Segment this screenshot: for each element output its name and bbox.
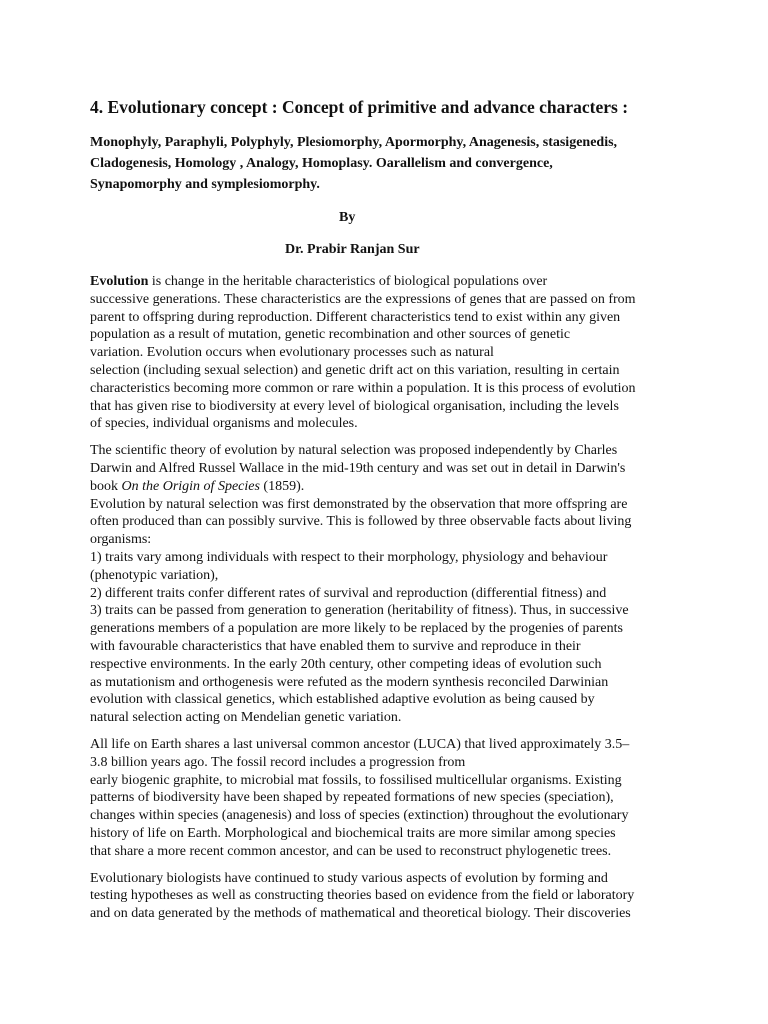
paragraph-line: All life on Earth shares a last universal common ancestor (LUCA) that lived approximately 3.5– — [90, 736, 630, 752]
paragraph-line: and on data generated by the methods of mathematical and theoretical biology. Their discoveries — [90, 906, 631, 922]
subtitle-line: Cladogenesis, Homology , Analogy, Homoplasy. Oarallelism and convergence, — [90, 156, 553, 171]
document-title: 4. Evolutionary concept : Concept of primitive and advance characters : — [90, 97, 629, 117]
line-text: (1859). — [259, 478, 305, 494]
document-page — [90, 96, 680, 932]
paragraph-line: natural selection acting on Mendelian genetic variation. — [90, 710, 402, 726]
paragraph-line: history of life on Earth. Morphological and biochemical traits are more similar among species — [90, 825, 616, 841]
paragraph-line: that has given rise to biodiversity at every level of biological organisation, including the levels — [90, 398, 619, 414]
subtitle-line: Synapomorphy and symplesiomorphy. — [90, 177, 320, 192]
paragraph-line: early biogenic graphite, to microbial mat fossils, to fossilised multicellular organisms. Existing — [90, 772, 622, 788]
book-title: On the Origin of Species — [121, 478, 260, 494]
paragraph-line: successive generations. These characteristics are the expressions of genes that are passed on from — [90, 291, 636, 307]
paragraph-line: changes within species (anagenesis) and loss of species (extinction) throughout the evolutionary — [90, 808, 629, 824]
paragraph-line: with favourable characteristics that have enabled them to survive and reproduce in their — [90, 638, 581, 654]
paragraph-line: Darwin and Alfred Russel Wallace in the mid-19th century and was set out in detail in Darwin's — [90, 460, 626, 476]
paragraph-line: (phenotypic variation), — [90, 567, 219, 583]
paragraph-line: population as a result of mutation, genetic recombination and other sources of genetic — [90, 327, 571, 343]
document-subtitle — [90, 132, 680, 195]
paragraph-line: variation. Evolution occurs when evolutionary processes such as natural — [90, 345, 494, 361]
paragraph-evolutionary-biologists — [90, 870, 680, 923]
paragraph-line: testing hypotheses as well as constructing theories based on evidence from the field or laboratory — [90, 888, 635, 904]
paragraph-line: Evolutionary biologists have continued to study various aspects of evolution by forming and — [90, 870, 608, 886]
paragraph-line: 1) traits vary among individuals with respect to their morphology, physiology and behaviour — [90, 549, 608, 565]
paragraph-line: Evolution by natural selection was first demonstrated by the observation that more offspring are — [90, 496, 628, 512]
paragraph-line: 3.8 billion years ago. The fossil record includes a progression from — [90, 754, 466, 770]
lead-term: Evolution — [90, 274, 149, 289]
paragraph-line: organisms: — [90, 532, 152, 548]
paragraph-line: 3) traits can be passed from generation to generation (heritability of fitness). Thus, in successive — [90, 603, 629, 619]
paragraph-line: of species, individual organisms and molecules. — [90, 416, 358, 432]
paragraph-line — [90, 273, 680, 291]
paragraph-line: The scientific theory of evolution by natural selection was proposed independently by Charles — [90, 443, 618, 459]
paragraph-line: patterns of biodiversity have been shaped by repeated formations of new species (speciation), — [90, 790, 614, 806]
by-line: By — [339, 210, 356, 225]
author-name: Dr. Prabir Ranjan Sur — [285, 242, 420, 257]
paragraph-common-ancestor — [90, 736, 680, 861]
paragraph-line: that share a more recent common ancestor, and can be used to reconstruct phylogenetic trees. — [90, 843, 612, 859]
paragraph-line: parent to offspring during reproduction. Different characteristics tend to exist within any given — [90, 309, 621, 325]
paragraph-natural-selection — [90, 442, 680, 727]
paragraph-evolution-definition — [90, 273, 680, 433]
paragraph-line: selection (including sexual selection) and genetic drift act on this variation, resulting in certain — [90, 362, 620, 378]
line-text: book — [90, 478, 122, 494]
paragraph-line: generations members of a population are more likely to be replaced by the progenies of parents — [90, 621, 623, 637]
line-text: is change in the heritable characteristics of biological populations over — [148, 274, 548, 289]
paragraph-line: as mutationism and orthogenesis were refuted as the modern synthesis reconciled Darwinian — [90, 674, 609, 690]
subtitle-line: Monophyly, Paraphyli, Polyphyly, Plesiomorphy, Apormorphy, Anagenesis, stasigenedis, — [90, 135, 618, 150]
paragraph-line: respective environments. In the early 20th century, other competing ideas of evolution such — [90, 656, 602, 672]
paragraph-line — [90, 478, 680, 496]
paragraph-line: characteristics becoming more common or rare within a population. It is this process of evolution — [90, 380, 636, 396]
paragraph-line: often produced than can possibly survive. This is followed by three observable facts about living — [90, 514, 632, 530]
paragraph-line: evolution with classical genetics, which established adaptive evolution as being caused by — [90, 692, 595, 708]
paragraph-line: 2) different traits confer different rates of survival and reproduction (differential fitness) and — [90, 585, 607, 601]
